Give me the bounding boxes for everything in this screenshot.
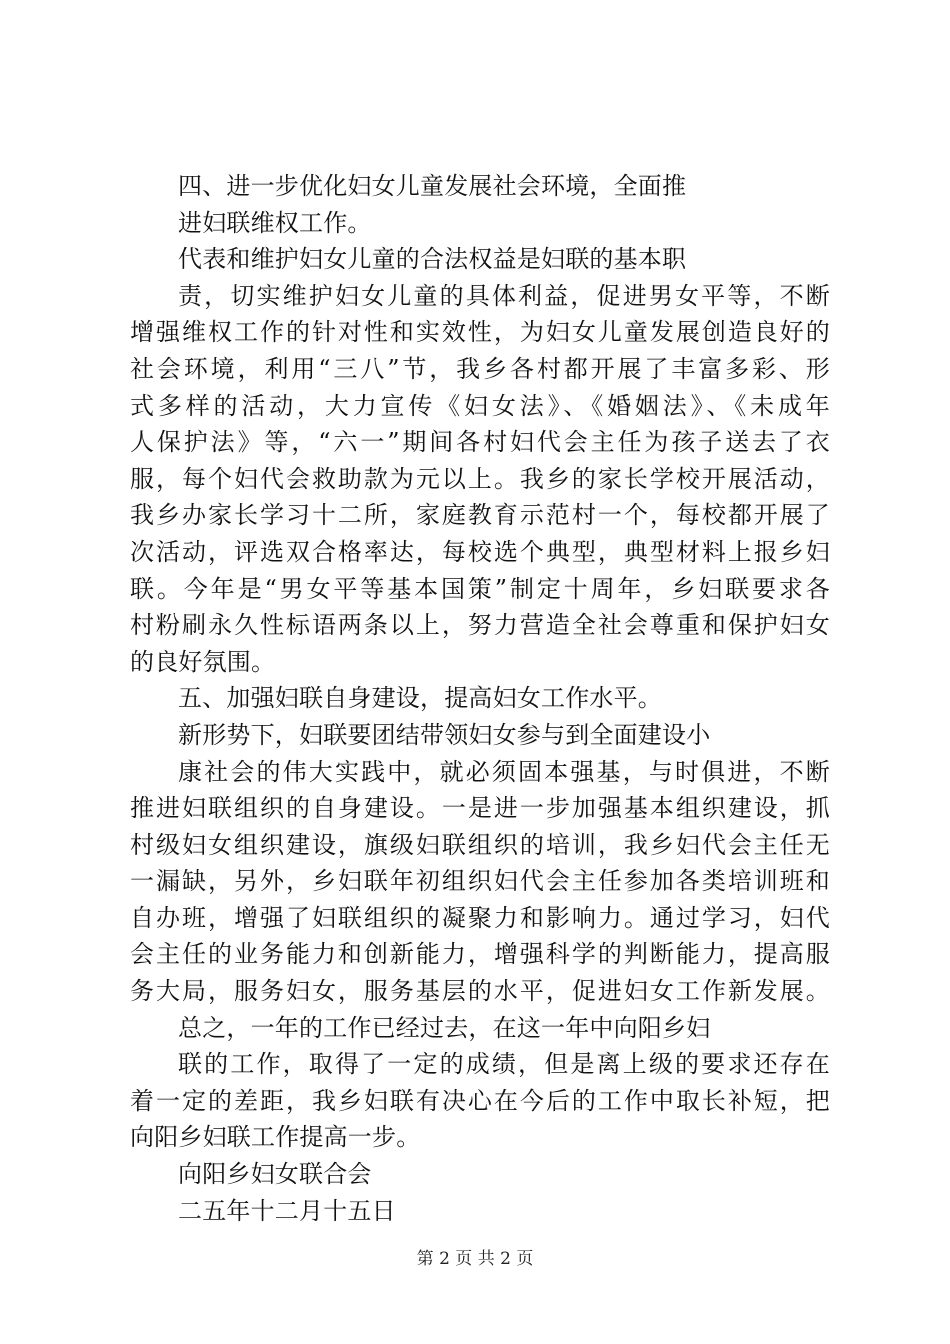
text-line: 二五年十二月十五日 xyxy=(178,1196,396,1225)
text-line: 增强维权工作的针对性和实效性，为妇女儿童发展创造良好的 xyxy=(130,318,830,347)
text-line: 一漏缺，另外，乡妇联年初组织妇代会主任参加各类培训班和 xyxy=(130,867,830,896)
text-line: 式多样的活动，大力宣传《妇女法》、《婚姻法》、《未成年 xyxy=(130,391,830,420)
text-line: 村粉刷永久性标语两条以上，努力营造全社会尊重和保护妇女 xyxy=(130,611,830,640)
text-line: 我乡办家长学习十二所，家庭教育示范村一个，每校都开展了 xyxy=(130,501,830,530)
text-line: 联的工作，取得了一定的成绩，但是离上级的要求还存在 xyxy=(178,1050,830,1079)
text-line: 向阳乡妇联工作提高一步。 xyxy=(130,1123,421,1152)
text-line: 向阳乡妇女联合会 xyxy=(178,1160,372,1189)
text-line: 推进妇联组织的自身建设。一是进一步加强基本组织建设，抓 xyxy=(130,794,830,823)
text-line: 联。今年是“男女平等基本国策”制定十周年，乡妇联要求各 xyxy=(130,574,830,603)
text-line: 责，切实维护妇女儿童的具体利益，促进男女平等，不断 xyxy=(178,281,830,310)
text-line: 总之，一年的工作已经过去，在这一年中向阳乡妇 xyxy=(178,1013,711,1042)
text-line: 代表和维护妇女儿童的合法权益是妇联的基本职 xyxy=(178,245,687,274)
text-line: 康社会的伟大实践中，就必须固本强基，与时俱进，不断 xyxy=(178,757,830,786)
text-line: 次活动，评选双合格率达，每校选个典型，典型材料上报乡妇 xyxy=(130,537,830,566)
text-line: 会主任的业务能力和创新能力，增强科学的判断能力，提高服 xyxy=(130,940,830,969)
document-body xyxy=(130,168,830,1229)
text-line: 四、进一步优化妇女儿童发展社会环境，全面推 xyxy=(178,172,687,200)
text-line: 村级妇女组织建设，旗级妇联组织的培训，我乡妇代会主任无 xyxy=(130,830,830,859)
page-footer: 第 2 页 共 2 页 xyxy=(416,1249,534,1269)
text-line: 着一定的差距，我乡妇联有决心在今后的工作中取长补短，把 xyxy=(130,1086,830,1115)
text-line: 进妇联维权工作。 xyxy=(178,208,372,237)
text-line: 自办班，增强了妇联组织的凝聚力和影响力。通过学习，妇代 xyxy=(130,903,830,932)
text-line: 人保护法》等，“六一”期间各村妇代会主任为孩子送去了衣 xyxy=(130,428,830,457)
text-line: 务大局，服务妇女，服务基层的水平，促进妇女工作新发展。 xyxy=(130,977,830,1006)
text-line: 新形势下，妇联要团结带领妇女参与到全面建设小 xyxy=(178,720,711,749)
text-line: 服，每个妇代会救助款为元以上。我乡的家长学校开展活动， xyxy=(130,464,830,493)
text-line: 社会环境，利用“三八”节，我乡各村都开展了丰富多彩、形 xyxy=(130,354,830,383)
text-line: 五、加强妇联自身建设，提高妇女工作水平。 xyxy=(178,684,662,713)
text-line: 的良好氛围。 xyxy=(130,647,276,676)
